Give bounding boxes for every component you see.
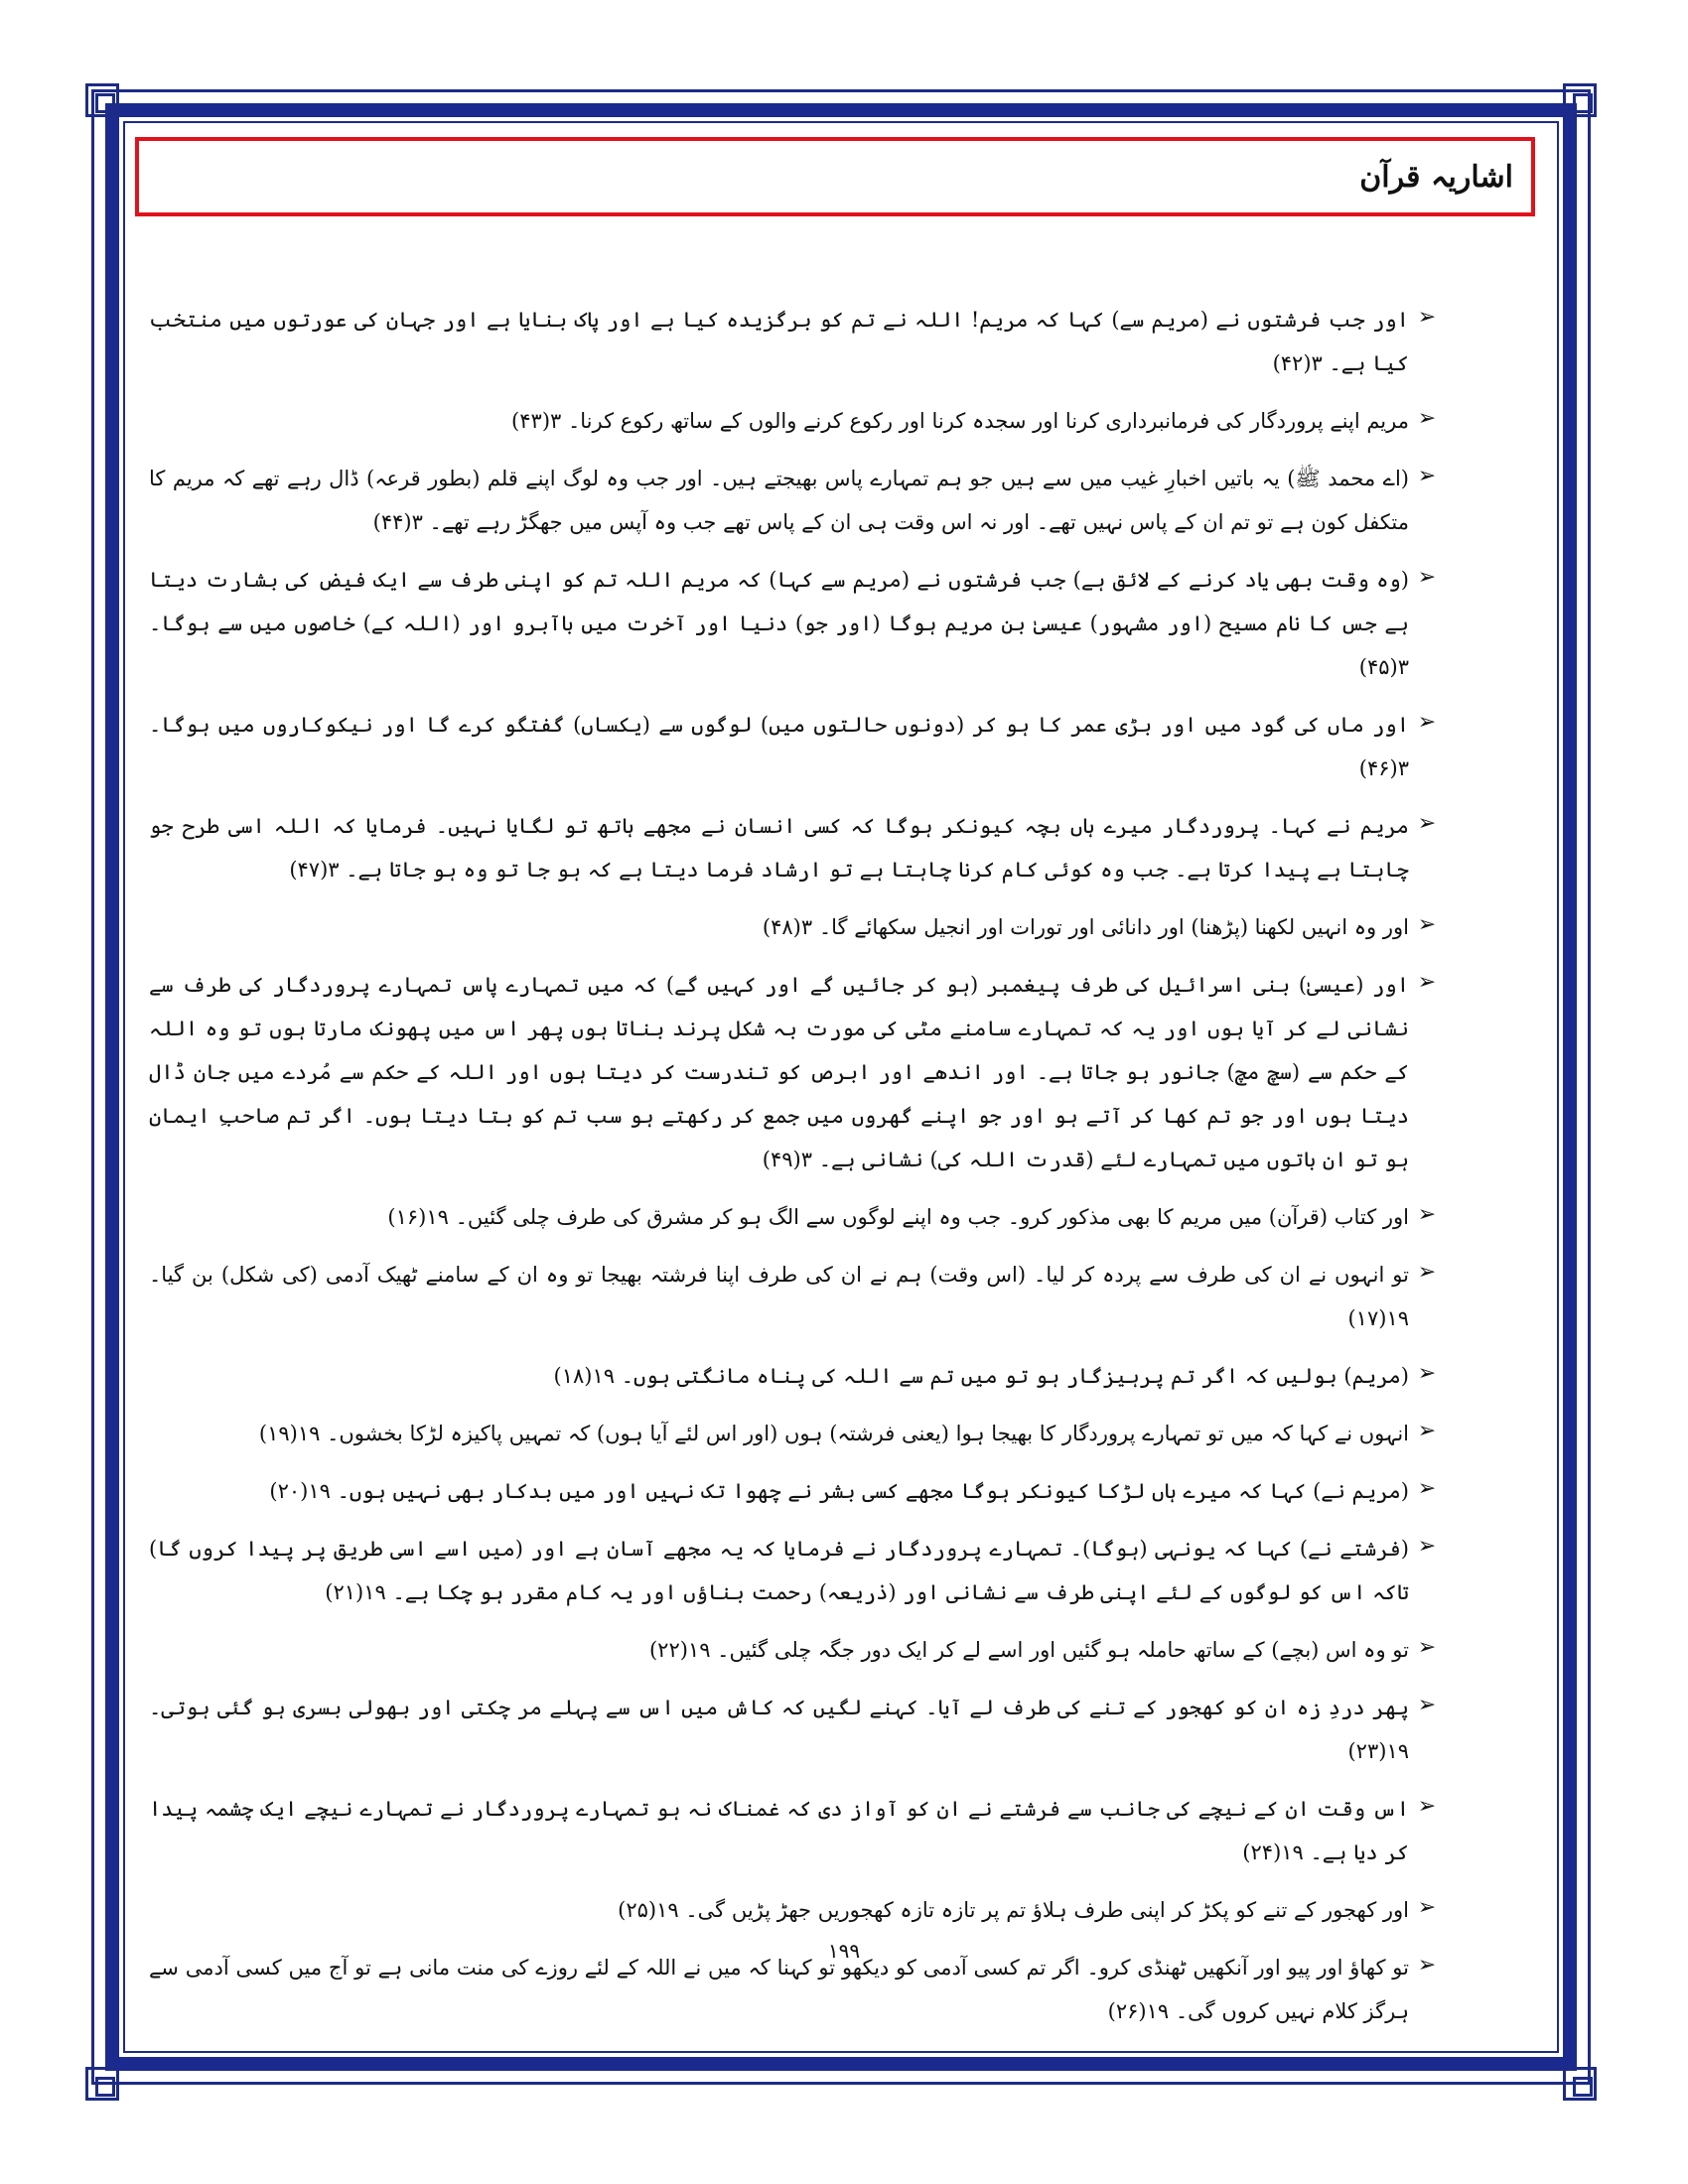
entry-text: تو انہوں نے ان کی طرف سے پردہ کر لیا۔ (اس وقت) ہم نے ان کی طرف اپنا فرشتہ بھیجا تو وہ ان کے سامنے ٹھیک آدمی (کی شکل) بن گیا۔ ۱۹(۱۷) — [149, 1263, 1409, 1330]
list-item — [149, 558, 1445, 689]
arrow-bullet-icon: ➢ — [1417, 1794, 1437, 1819]
frame-corner-ornament — [1563, 2067, 1597, 2101]
entry-text: اور کتاب (قرآن) میں مریم کا بھی مذکور کرو۔ جب وہ اپنے لوگوں سے الگ ہو کر مشرق کی طرف چلی گئیں۔ ۱۹(۱۶) — [387, 1205, 1409, 1229]
frame-corner-ornament — [85, 2067, 119, 2101]
entry-text: (مریم) بولیں کہ اگر تم پرہیزگار ہو تو میں تم سے اللہ کی پناہ مانگتی ہوں۔ ۱۹(۱۸) — [553, 1364, 1409, 1388]
entry-text: (وہ وقت بھی یاد کرنے کے لائق ہے) جب فرشتوں نے (مریم سے کہا) کہ مریم اللہ تم کو اپنی طرف سے ایک فیض کی بشارت دیتا ہے جس کا نام مسیح (اور مشہور) عیسیٰ بن مریم ہوگا (اور جو) دنیا اور آخرت میں باآبرو اور (اللہ کے) خاصوں میں سے ہوگا۔ ۳(۴۵) — [149, 568, 1409, 679]
list-item — [149, 703, 1445, 790]
list-item — [149, 1787, 1445, 1874]
list-item — [149, 1354, 1445, 1398]
arrow-bullet-icon: ➢ — [1417, 1693, 1437, 1717]
list-item — [149, 298, 1445, 385]
arrow-bullet-icon: ➢ — [1417, 811, 1437, 836]
arrow-bullet-icon: ➢ — [1417, 1953, 1437, 1978]
arrow-bullet-icon: ➢ — [1417, 912, 1437, 937]
list-item — [149, 1469, 1445, 1513]
arrow-bullet-icon: ➢ — [1417, 406, 1437, 431]
list-item — [149, 1253, 1445, 1340]
entry-text: (مریم نے) کہا کہ میرے ہاں لڑکا کیونکر ہوگا مجھے کسی بشر نے چھوا تک نہیں اور میں بدکار بھی نہیں ہوں۔ ۱۹(۲۰) — [269, 1479, 1409, 1503]
arrow-bullet-icon: ➢ — [1417, 1361, 1437, 1386]
arrow-bullet-icon: ➢ — [1417, 305, 1437, 330]
entry-text: پھر دردِ زہ ان کو کھجور کے تنے کی طرف لے آیا۔ کہنے لگیں کہ کاش میں اس سے پہلے مر چکتی اور بھولی بسری ہو گئی ہوتی۔ ۱۹(۲۳) — [149, 1696, 1409, 1763]
list-item — [149, 1686, 1445, 1773]
entry-text: اور وہ انہیں لکھنا (پڑھنا) اور دانائی اور تورات اور انجیل سکھائے گا۔ ۳(۴۸) — [762, 915, 1409, 939]
entry-text: (اے محمد ﷺ) یہ باتیں اخبارِ غیب میں سے ہیں جو ہم تمہارے پاس بھیجتے ہیں۔ اور جب وہ لوگ اپنے قلم (بطور قرعہ) ڈال رہے تھے کہ مریم کا متکفل کون ہے تو تم ان کے پاس نہیں تھے۔ اور نہ اس وقت ہی ان کے پاس تھے جب وہ آپس میں جھگڑ رہے تھے۔ ۳(۴۴) — [149, 467, 1409, 534]
arrow-bullet-icon: ➢ — [1417, 1202, 1437, 1227]
list-item — [149, 1628, 1445, 1672]
entry-text: اور جب فرشتوں نے (مریم سے) کہا کہ مریم! اللہ نے تم کو برگزیدہ کیا ہے اور پاک بنایا ہے اور جہان کی عورتوں میں منتخب کیا ہے۔ ۳(۴۲) — [149, 308, 1409, 375]
entry-text: تو وہ اس (بچے) کے ساتھ حاملہ ہو گئیں اور اسے لے کر ایک دور جگہ چلی گئیں۔ ۱۹(۲۲) — [648, 1638, 1409, 1662]
page-number: ۱۹۹ — [827, 1939, 861, 1963]
arrow-bullet-icon: ➢ — [1417, 464, 1437, 488]
list-item — [149, 804, 1445, 891]
list-item — [149, 1412, 1445, 1455]
list-item — [149, 399, 1445, 443]
list-item — [149, 963, 1445, 1181]
entry-text: اور (عیسیٰ) بنی اسرائیل کی طرف پیغمبر (ہو کر جائیں گے اور کہیں گے) کہ میں تمہارے پاس تمہارے پروردگار کی طرف سے نشانی لے کر آیا ہوں اور یہ کہ تمہارے سامنے مٹی کی مورت بہ شکل پرند بناتا ہوں پھر اس میں پھونک مارتا ہوں تو وہ اللہ کے حکم سے (سچ مچ) جانور ہو جاتا ہے۔ اور اندھے اور ابرص کو تندرست کر دیتا ہوں اور اللہ کے حکم سے مُردے میں جان ڈال دیتا ہوں اور جو تم کھا کر آتے ہو اور جو اپنے گھروں میں جمع کر رکھتے ہو سب تم کو بتا دیتا ہوں۔ اگر تم صاحبِ ایمان ہو تو ان باتوں میں تمہارے لئے (قدرت اللہ کی) نشانی ہے۔ ۳(۴۹) — [149, 973, 1409, 1171]
frame-corner-ornament — [85, 83, 119, 117]
arrow-bullet-icon: ➢ — [1417, 1635, 1437, 1660]
entry-text: تو کھاؤ اور پیو اور آنکھیں ٹھنڈی کرو۔ اگر تم کسی آدمی کو دیکھو تو کہنا کہ میں نے اللہ کے لئے روزے کی منت مانی ہے تو آج میں کسی آدمی سے ہرگز کلام نہیں کروں گی۔ ۱۹(۲۶) — [149, 1956, 1409, 2023]
list-item — [149, 457, 1445, 544]
arrow-bullet-icon: ➢ — [1417, 710, 1437, 735]
entry-text: مریم اپنے پروردگار کی فرمانبرداری کرنا اور سجدہ کرنا اور رکوع کرنے والوں کے ساتھ رکوع کرنا۔ ۳(۴۳) — [511, 409, 1409, 433]
entry-text: اس وقت ان کے نیچے کی جانب سے فرشتے نے ان کو آواز دی کہ غمناک نہ ہو تمہارے پروردگار نے تمہارے نیچے ایک چشمہ پیدا کر دیا ہے۔ ۱۹(۲۴) — [149, 1797, 1409, 1864]
header-box — [135, 137, 1535, 216]
arrow-bullet-icon: ➢ — [1417, 1419, 1437, 1443]
list-item — [149, 1195, 1445, 1239]
entry-text: اور کھجور کے تنے کو پکڑ کر اپنی طرف ہلاؤ تم پر تازہ تازہ کھجوریں جھڑ پڑیں گی۔ ۱۹(۲۵) — [618, 1898, 1409, 1922]
entry-text: (فرشتے نے) کہا کہ یونہی (ہوگا)۔ تمہارے پروردگار نے فرمایا کہ یہ مجھے آسان ہے اور (میں اسے اسی طریق پر پیدا کروں گا) تاکہ اس کو لوگوں کے لئے اپنی طرف سے نشانی اور (ذریعہ) رحمت بناؤں اور یہ کام مقرر ہو چکا ہے۔ ۱۹(۲۱) — [149, 1537, 1409, 1604]
entry-text: مریم نے کہا۔ پروردگار میرے ہاں بچہ کیونکر ہوگا کہ کسی انسان نے مجھے ہاتھ تو لگایا نہیں۔ فرمایا کہ اللہ اسی طرح جو چاہتا ہے پیدا کرتا ہے۔ جب وہ کوئی کام کرنا چاہتا ہے تو ارشاد فرما دیتا ہے کہ ہو جا تو وہ ہو جاتا ہے۔ ۳(۴۷) — [149, 814, 1409, 882]
arrow-bullet-icon: ➢ — [1417, 1895, 1437, 1920]
list-item — [149, 905, 1445, 949]
entry-text: اور ماں کی گود میں اور بڑی عمر کا ہو کر (دونوں حالتوں میں) لوگوں سے (یکساں) گفتگو کرے گا اور نیکوکاروں میں ہوگا۔ ۳(۴۶) — [149, 713, 1409, 780]
frame-corner-ornament — [1563, 83, 1597, 117]
arrow-bullet-icon: ➢ — [1417, 1534, 1437, 1559]
arrow-bullet-icon: ➢ — [1417, 1476, 1437, 1501]
list-item — [149, 1527, 1445, 1614]
page-title: اشاریہ قرآن — [1359, 159, 1513, 195]
entry-text: انہوں نے کہا کہ میں تو تمہارے پروردگار کا بھیجا ہوا (یعنی فرشتہ) ہوں (اور اس لئے آیا ہوں) کہ تمہیں پاکیزہ لڑکا بخشوں۔ ۱۹(۱۹) — [258, 1422, 1409, 1445]
list-item — [149, 1888, 1445, 1932]
arrow-bullet-icon: ➢ — [1417, 1260, 1437, 1285]
entry-list — [149, 298, 1445, 2047]
arrow-bullet-icon: ➢ — [1417, 565, 1437, 590]
arrow-bullet-icon: ➢ — [1417, 970, 1437, 995]
